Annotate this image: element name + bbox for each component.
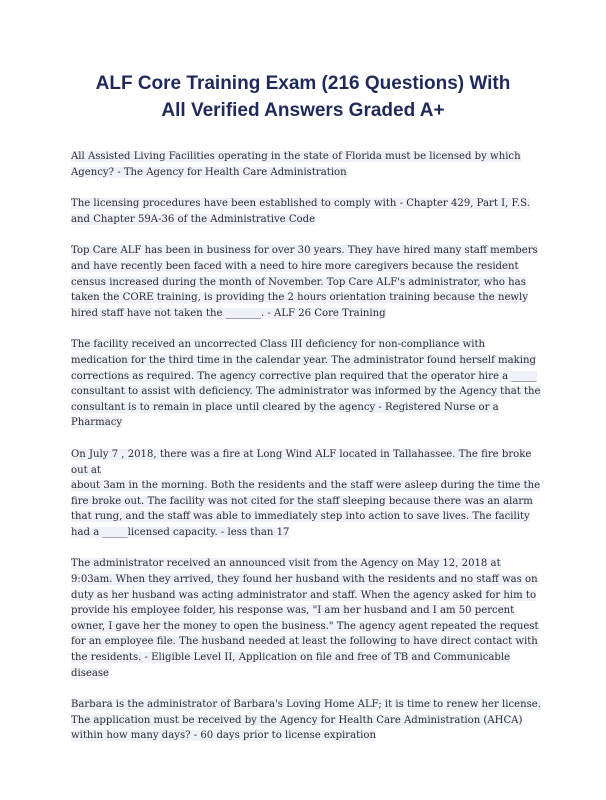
text-line: about 3am in the morning. Both the residents and the staff were asleep during the time the (71, 480, 541, 492)
text-line: All Assisted Living Facilities operating in the state of Florida must be licensed by which (71, 151, 521, 162)
text-line: duty as her husband was acting administrator and staff. When the agency asked for him to (71, 589, 537, 601)
text-line: Barbara is the administrator of Barbara's Loving Home ALF; it is time to renew her license. (71, 699, 541, 711)
text-line: within how many days? - 60 days prior to license expiration (71, 730, 376, 742)
title-line-1: ALF Core Training Exam (216 Questions) With (95, 73, 511, 94)
question-list (71, 149, 541, 744)
text-line: The licensing procedures have been established to comply with - Chapter 429, Part I, F.S. (71, 198, 530, 210)
document-title (40, 70, 566, 124)
text-line: for an employee file. The husband needed at least the following to have direct contact with (71, 636, 538, 648)
question-answer-paragraph (71, 556, 541, 681)
text-line: disease (71, 667, 110, 679)
text-line: that rung, and the staff was able to immediately step into action to save lives. The facility (71, 511, 530, 523)
text-line: provide his employee folder, his response was, "I am her husband and I am 50 percent (71, 605, 515, 617)
text-line: The administrator received an announced visit from the Agency on May 12, 2018 at (71, 558, 501, 570)
text-line: The application must be received by the Agency for Health Care Administration (AHCA) (71, 714, 523, 726)
text-line: consultant is to remain in place until cleared by the agency - Registered Nurse or a (71, 401, 499, 413)
text-line: Agency? - The Agency for Health Care Administration (71, 166, 347, 178)
text-line: corrections as required. The agency corrective plan required that the operator hire a _____ (71, 370, 537, 382)
title-line-2: All Verified Answers Graded A+ (161, 100, 445, 121)
text-line: Top Care ALF has been in business for over 30 years. They have hired many staff members (71, 245, 538, 257)
text-line: owner, I gave her the money to open the business." The agency agent repeated the request (71, 620, 539, 632)
text-line: medication for the third time in the calendar year. The administrator found herself making (71, 354, 536, 366)
question-answer-paragraph (71, 697, 541, 744)
question-answer-paragraph (71, 196, 541, 227)
text-line: taken the CORE training, is providing the 2 hours orientation training because the newly (71, 292, 528, 304)
text-line: consultant to assist with deficiency. The administrator was informed by the Agency that the (71, 386, 541, 398)
text-line: had a _____licensed capacity. - less than 17 (71, 526, 290, 538)
text-line: out at (71, 464, 101, 476)
text-line: 9:03am. When they arrived, they found her husband with the residents and no staff was on (71, 574, 538, 586)
text-line: fire broke out. The facility was not cited for the staff sleeping because there was an alarm (71, 495, 533, 507)
question-answer-paragraph (71, 337, 541, 431)
text-line: and Chapter 59A-36 of the Administrative Code (71, 213, 316, 225)
text-line: the residents. - Eligible Level II, Application on file and free of TB and Communicable (71, 652, 511, 664)
text-line: census increased during the month of November. Top Care ALF's administrator, who has (71, 276, 526, 288)
question-answer-paragraph (71, 447, 541, 541)
text-line: and have recently been faced with a need to hire more caregivers because the resident (71, 260, 519, 272)
question-answer-paragraph (71, 243, 541, 321)
text-line: The facility received an uncorrected Class III deficiency for non-compliance with (71, 339, 486, 351)
question-answer-paragraph (71, 149, 541, 180)
text-line: On July 7 , 2018, there was a fire at Long Wind ALF located in Tallahassee. The fire broke (71, 448, 532, 460)
text-line: Pharmacy (71, 417, 123, 429)
text-line: hired staff have not taken the _______. - ALF 26 Core Training (71, 307, 386, 319)
